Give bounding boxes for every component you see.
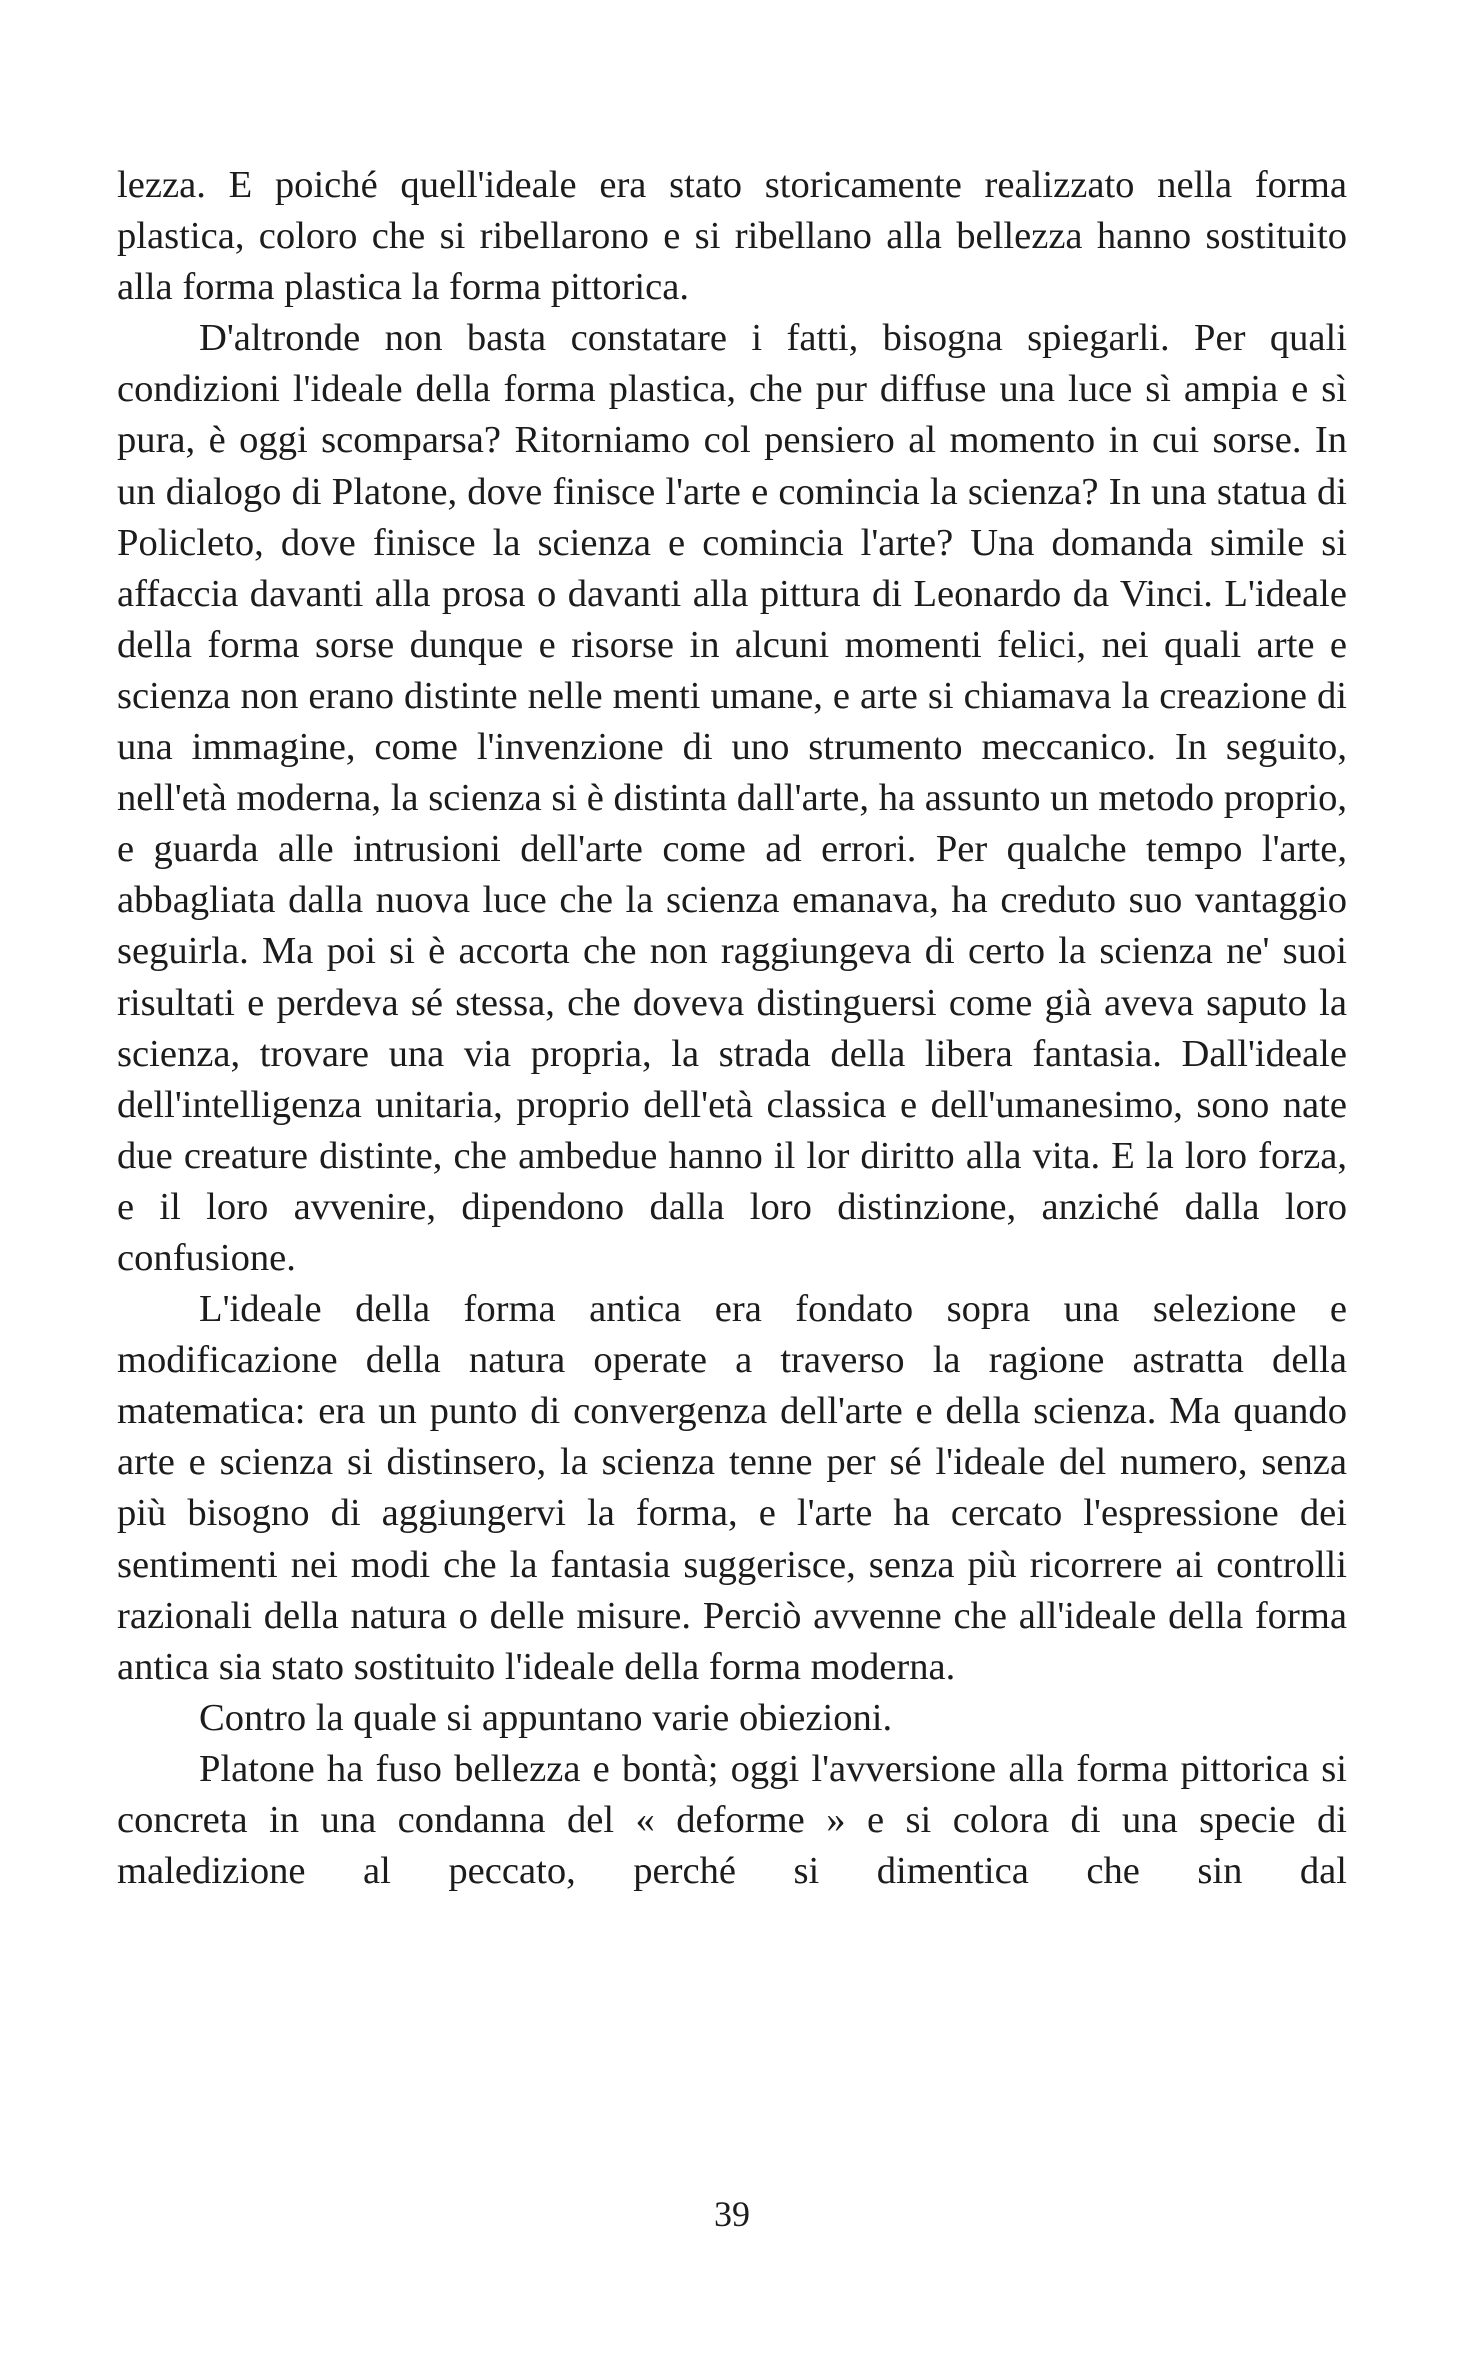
paragraph-5: Platone ha fuso bellezza e bontà; oggi l'avversione alla forma pittorica si concreta in una condanna del « deforme » e si colora di una specie di maledizione al peccato, perché si dimentica che sin dal [117, 1747, 1347, 1893]
paragraph-2: D'altronde non basta constatare i fatti, bisogna spiegarli. Per quali condizioni l'ideale della forma plastica, che pur diffuse una luce sì ampia e sì pura, è oggi scomparsa? Ritorniamo col pensiero al momento in cui sorse. In un dialogo di Platone, dove finisce l'arte e comincia la scienza? In una statua di Policleto, dove finisce la scienza e comincia l'arte? Una domanda simile si affaccia davanti alla prosa o davanti alla pittura di Leonardo da Vinci. L'ideale della forma sorse dunque e risorse in alcuni momenti felici, nei quali arte e scienza non erano distinte nelle menti umane, e arte si chiamava la creazione di una immagine, come l'invenzione di uno strumento meccanico. In seguito, nell'età moderna, la scienza si è distinta dall'arte, ha assunto un metodo proprio, e guarda alle intrusioni dell'arte come ad errori. Per qualche tempo l'arte, abbagliata dalla nuova luce che la scienza emanava, ha creduto suo vantaggio seguirla. Ma poi si è accorta che non raggiungeva di certo la scienza ne' suoi risultati e perdeva sé stessa, che doveva distinguersi come già aveva saputo la scienza, trovare una via propria, la strada della libera fantasia. Dall'ideale dell'intelligenza unitaria, proprio dell'età classica e dell'umanesimo, sono nate due creature distinte, che ambedue hanno il lor diritto alla vita. E la loro forza, e il loro avvenire, dipendono dalla loro distinzione, anziché dalla loro confusione. [117, 317, 1347, 1279]
paragraph-1: lezza. E poiché quell'ideale era stato storicamente realizzato nella forma plastica, coloro che si ribellarono e si ribellano alla bellezza hanno sostituito alla forma plastica la forma pittorica. [117, 164, 1347, 309]
page-number: 39 [714, 2194, 750, 2234]
book-page [117, 160, 1347, 2310]
paragraph-3: L'ideale della forma antica era fondato sopra una selezione e modificazione della natura operate a traverso la ragione astratta della matematica: era un punto di convergenza dell'arte e della scienza. Ma quando arte e scienza si distinsero, la scienza tenne per sé l'ideale del numero, senza più bisogno di aggiungervi la forma, e l'arte ha cercato l'espressione dei sentimenti nei modi che la fantasia suggerisce, senza più ricorrere ai controlli razionali della natura o delle misure. Perciò avvenne che all'ideale della forma antica sia stato sostituito l'ideale della forma moderna. [117, 1288, 1347, 1688]
body-text [117, 160, 1347, 1897]
paragraph-4: Contro la quale si appuntano varie obiezioni. [199, 1696, 893, 1739]
